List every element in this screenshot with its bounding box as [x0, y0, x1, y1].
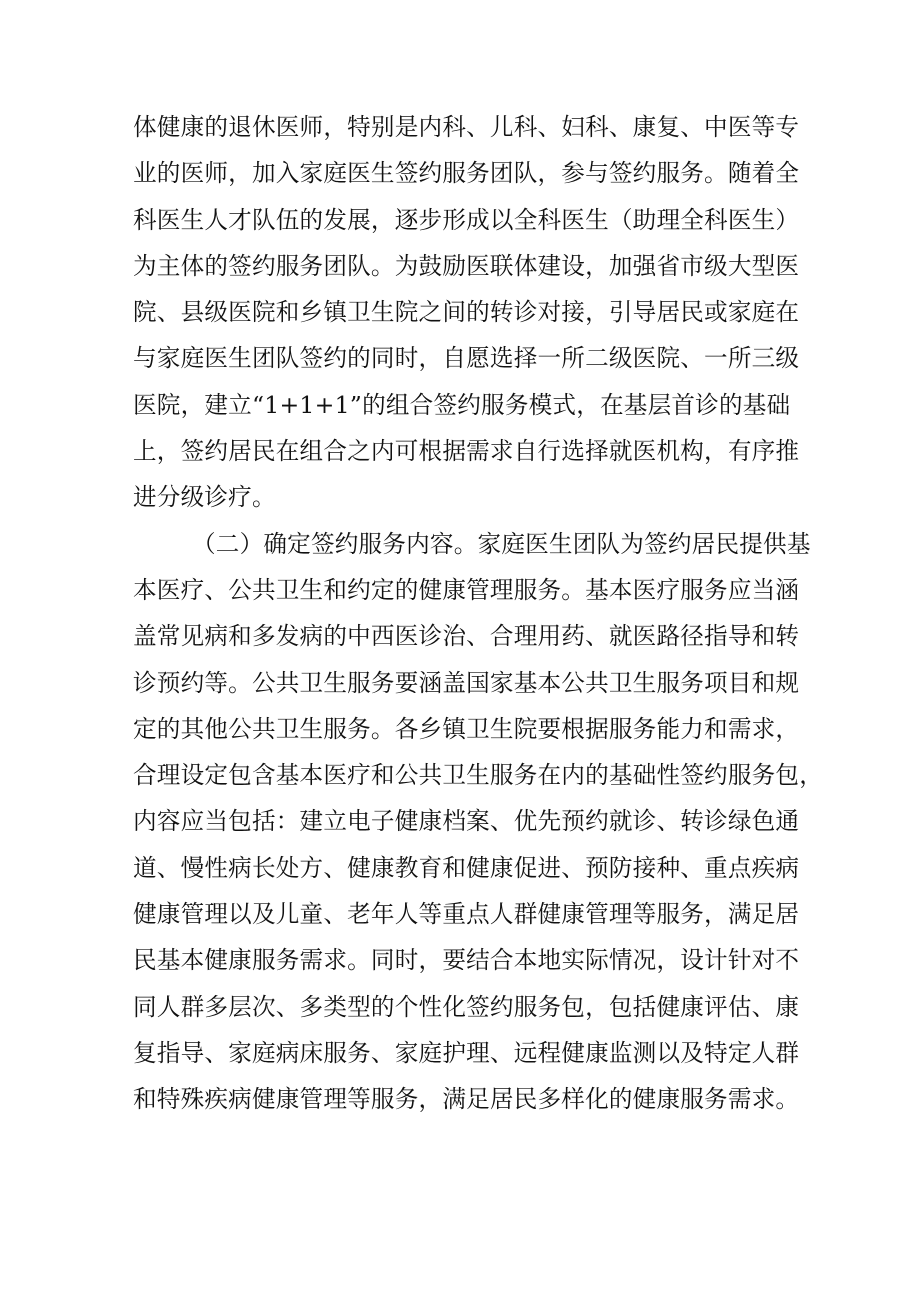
text-line: 体健康的退休医师，特别是内科、儿科、妇科、康复、中医等专: [133, 113, 800, 141]
text-line: 与家庭医生团队签约的同时，自愿选择一所二级医院、一所三级: [133, 344, 800, 373]
text-line: 复指导、家庭病床服务、家庭护理、远程健康监测以及特定人群: [133, 1038, 800, 1067]
text-line: 医院，建立“1+1+1”的组合签约服务模式，在基层首诊的基础: [133, 390, 791, 419]
text-line: 上，签约居民在组合之内可根据需求自行选择就医机构，有序推: [133, 437, 800, 466]
text-line: 院、县级医院和乡镇卫生院之间的转诊对接，引导居民或家庭在: [133, 298, 800, 327]
text-line: 为主体的签约服务团队。为鼓励医联体建设，加强省市级大型医: [133, 251, 800, 280]
text-line: 业的医师，加入家庭医生签约服务团队，参与签约服务。随着全: [133, 159, 800, 188]
text-line: 盖常见病和多发病的中西医诊治、合理用药、就医路径指导和转: [133, 622, 800, 651]
text-line: 内容应当包括：建立电子健康档案、优先预约就诊、转诊绿色通: [133, 807, 800, 836]
text-line: 民基本健康服务需求。同时，要结合本地实际情况，设计针对不: [133, 946, 800, 975]
text-line: 本医疗、公共卫生和约定的健康管理服务。基本医疗服务应当涵: [133, 575, 800, 604]
text-line: 道、慢性病长处方、健康教育和健康促进、预防接种、重点疾病: [133, 853, 800, 882]
text-line: 同人群多层次、多类型的个性化签约服务包，包括健康评估、康: [133, 992, 800, 1021]
text-line: 合理设定包含基本医疗和公共卫生服务在内的基础性签约服务包，: [133, 761, 824, 790]
section-heading-line: （二）确定签约服务内容。家庭医生团队为签约居民提供基: [192, 529, 811, 558]
text-line: 诊预约等。公共卫生服务要涵盖国家基本公共卫生服务项目和规: [133, 668, 800, 697]
text-line: 进分级诊疗。: [133, 483, 276, 512]
text-line: 科医生人才队伍的发展，逐步形成以全科医生（助理全科医生）: [133, 205, 800, 234]
body-text: [133, 104, 824, 1123]
text-line: 健康管理以及儿童、老年人等重点人群健康管理等服务，满足居: [133, 900, 800, 929]
text-line: 定的其他公共卫生服务。各乡镇卫生院要根据服务能力和需求，: [133, 714, 800, 743]
text-line: 和特殊疾病健康管理等服务，满足居民多样化的健康服务需求。: [133, 1085, 800, 1114]
